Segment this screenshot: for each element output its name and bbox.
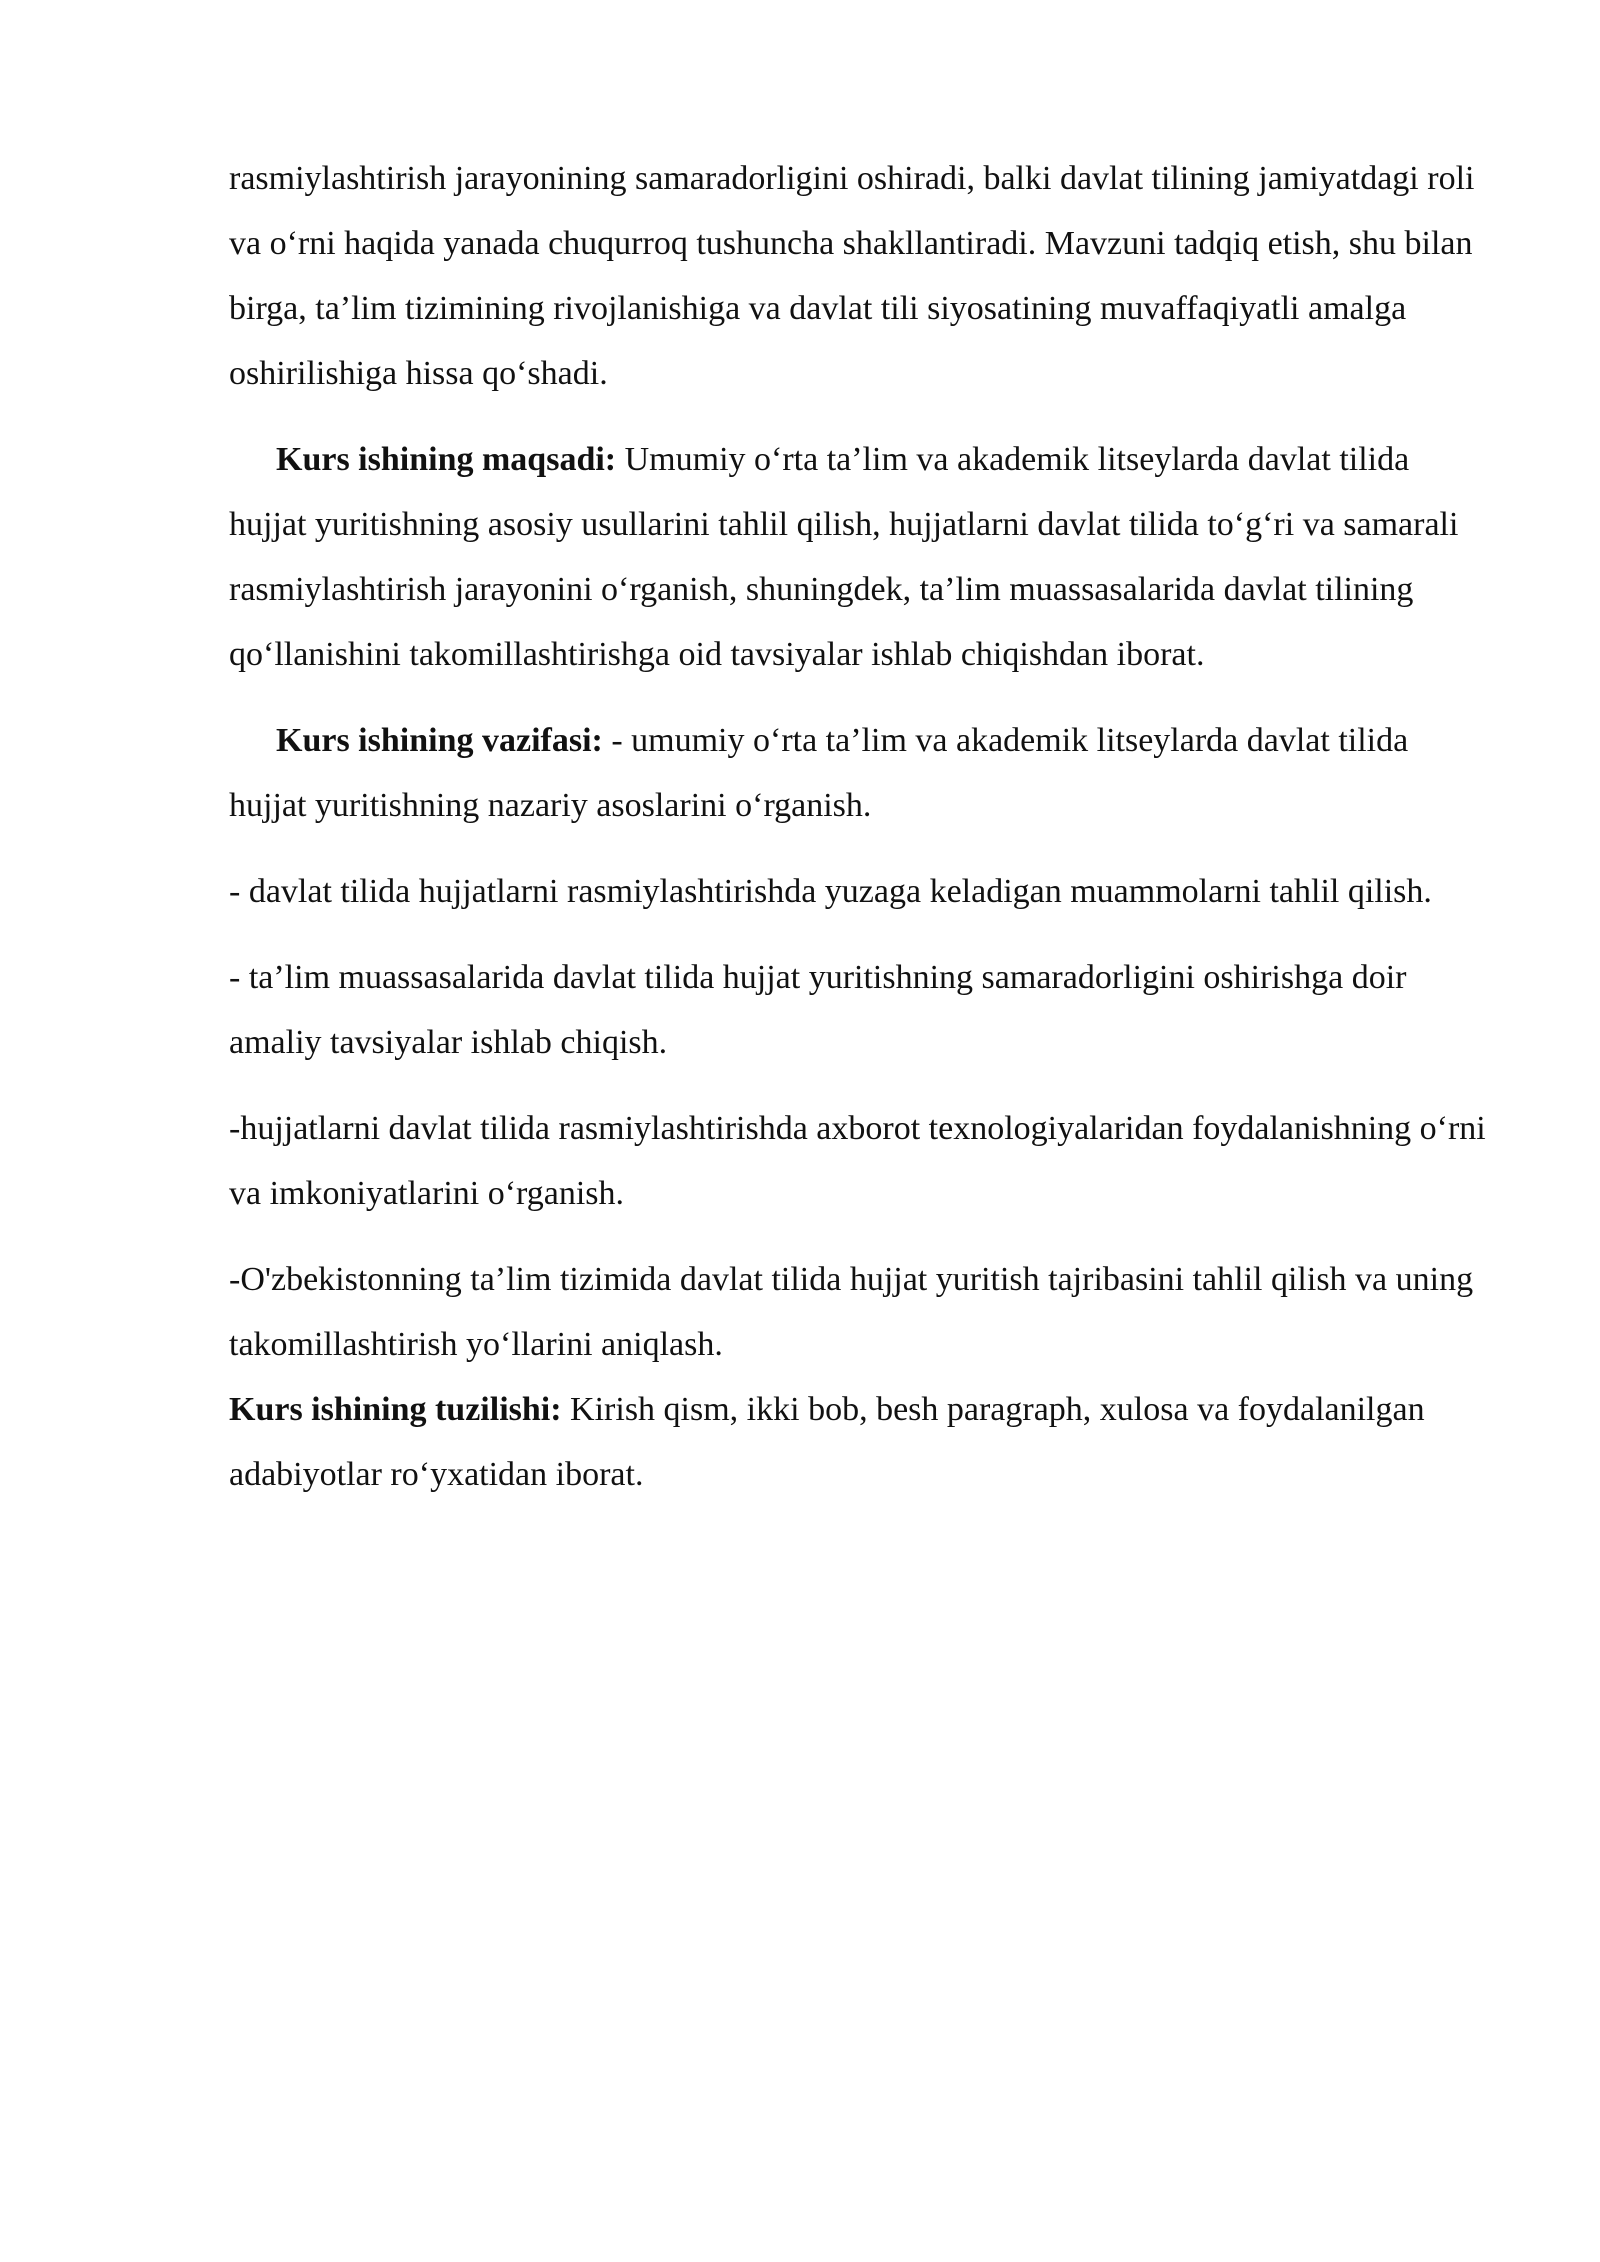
structure-text: Kirish qism, ikki bob, besh paragraph, xulosa va foydalanilgan adabiyotlar ro‘yxatidan iborat. bbox=[229, 1391, 1425, 1493]
tasks-text: - umumiy o‘rta ta’lim va akademik litseylarda davlat tilida hujjat yuritishning nazariy asoslarini o‘rganish. bbox=[229, 722, 1409, 824]
task-item: - davlat tilida hujjatlarni rasmiylashtirishda yuzaga keladigan muammolarni tahlil qilish. bbox=[229, 873, 1432, 910]
structure-label: Kurs ishining tuzilishi: bbox=[229, 1391, 562, 1428]
goal-label: Kurs ishining maqsadi: bbox=[276, 441, 617, 478]
structure-paragraph bbox=[229, 1377, 1489, 1507]
document-body bbox=[229, 146, 1489, 1507]
tasks-paragraph bbox=[229, 708, 1489, 838]
tasks-label: Kurs ishining vazifasi: bbox=[276, 722, 603, 759]
intro-paragraph: rasmiylashtirish jarayonining samaradorligini oshiradi, balki davlat tilining jamiyatdagi roli va o‘rni haqida yanada chuqurroq tushuncha shakllantiradi. Mavzuni tadqiq etish, shu bilan birga, ta’lim tizimining rivojlanishiga va davlat tili siyosatining muvaffaqiyatli amalga oshirilishiga hissa qo‘shadi. bbox=[229, 160, 1475, 392]
goal-text: Umumiy o‘rta ta’lim va akademik litseylarda davlat tilida hujjat yuritishning asosiy usullarini tahlil qilish, hujjatlarni davlat tilida to‘g‘ri va samarali rasmiylashtirish jarayonini o‘rganish, shuningdek, ta’lim muassasalarida davlat tilining qo‘llanishini takomillashtirishga oid tavsiyalar ishlab chiqishdan iborat. bbox=[229, 441, 1459, 673]
task-item: - ta’lim muassasalarida davlat tilida hujjat yuritishning samaradorligini oshirishga doir amaliy tavsiyalar ishlab chiqish. bbox=[229, 959, 1407, 1061]
task-item: -O'zbekistonning ta’lim tizimida davlat tilida hujjat yuritish tajribasini tahlil qilish va uning takomillashtirish yo‘llarini aniqlash. bbox=[229, 1261, 1474, 1363]
task-item: -hujjatlarni davlat tilida rasmiylashtirishda axborot texnologiyalaridan foydalanishning o‘rni va imkoniyatlarini o‘rganish. bbox=[229, 1110, 1486, 1212]
goal-paragraph bbox=[229, 427, 1489, 687]
